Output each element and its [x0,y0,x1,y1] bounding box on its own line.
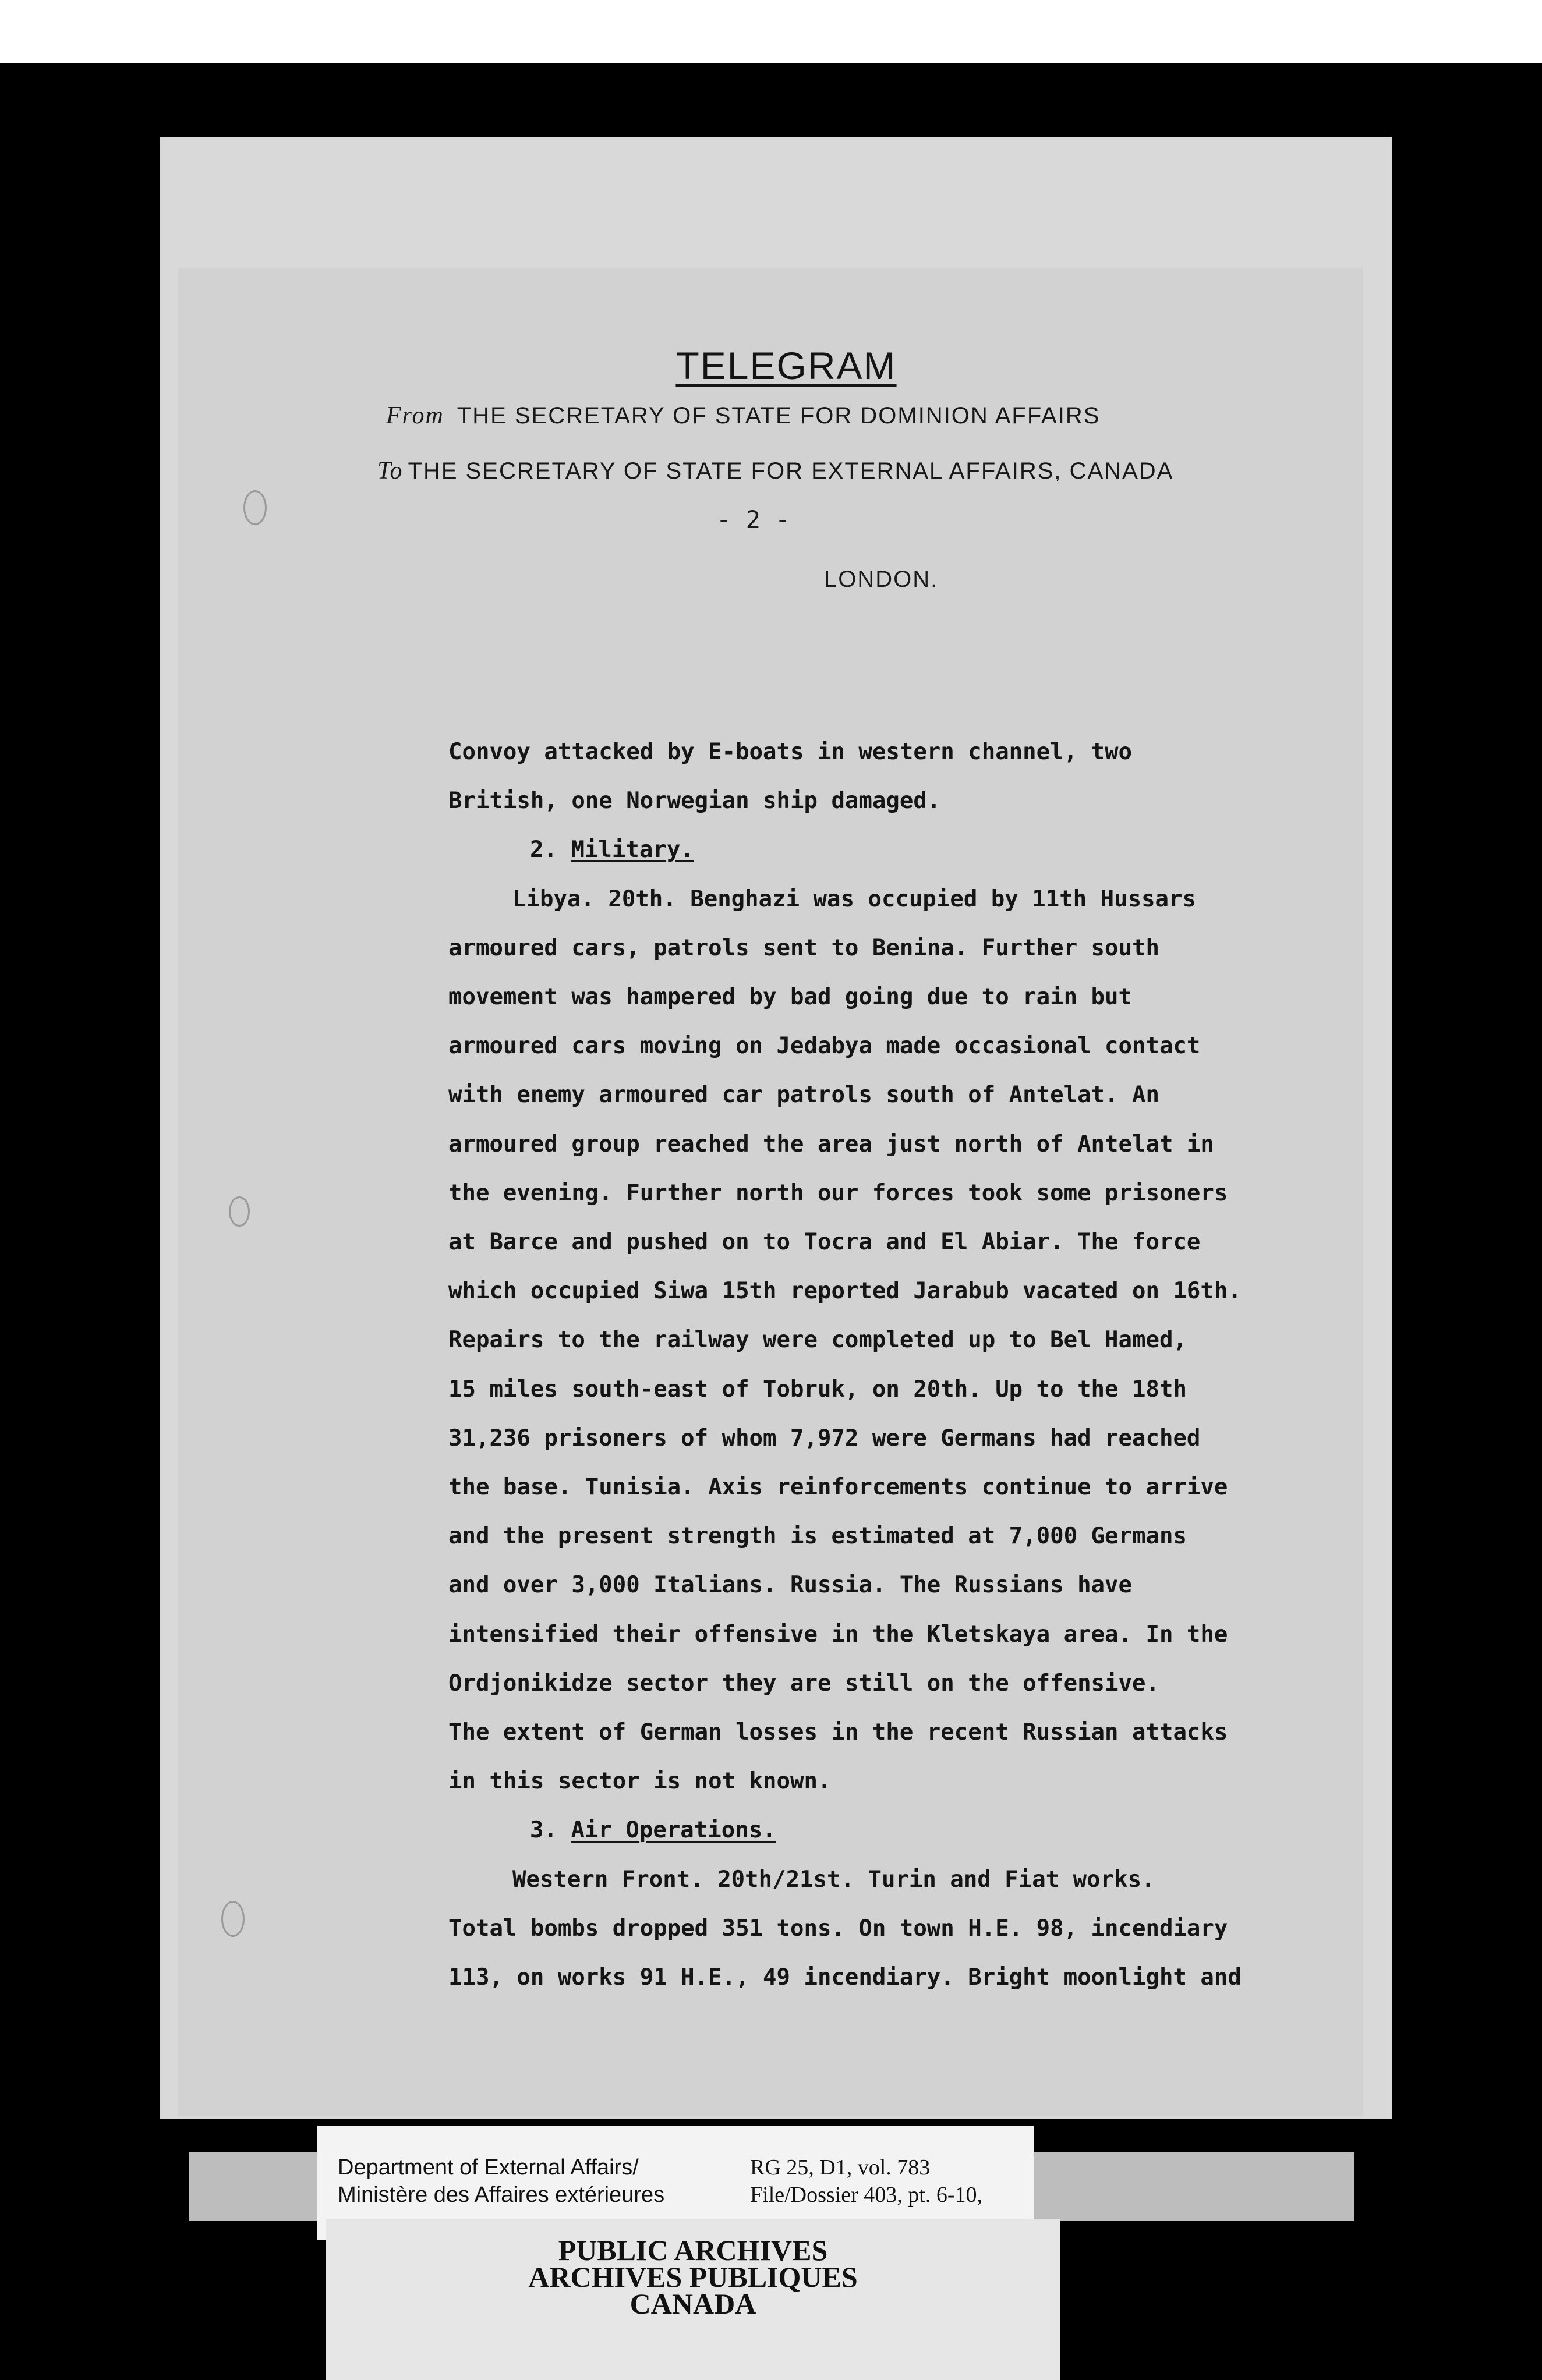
from-text: THE SECRETARY OF STATE FOR DOMINION AFFAIRS [457,403,1101,428]
body-line: in this sector is not known. [448,1768,832,1795]
punch-hole [221,1901,245,1937]
punch-hole [243,490,267,525]
stamp-line: PUBLIC ARCHIVES [558,2234,828,2266]
section-number: 3. [530,1817,557,1844]
body-line: the base. Tunisia. Axis reinforcements continue to arrive [448,1474,1228,1501]
military-section-heading [448,826,1304,874]
body-line: and the present strength is estimated at 7,000 Germans [448,1523,1187,1550]
archive-reference [750,2154,982,2209]
punch-hole [229,1196,250,1227]
body-line: The extent of German losses in the recent Russian attacks [448,1719,1228,1746]
file-reference: File/Dossier 403, pt. 6-10, [750,2183,982,2207]
body-line: 15 miles south-east of Tobruk, on 20th. Up to the 18th [448,1376,1187,1402]
from-line [386,402,1100,430]
telegram-title: TELEGRAM [675,344,897,387]
place-name: LONDON. [824,566,939,592]
body-line: Convoy attacked by E-boats in western channel, two [448,739,1132,765]
body-line: at Barce and pushed on to Tocra and El Abiar. The force [448,1229,1201,1256]
record-group: RG 25, D1, vol. 783 [750,2155,931,2180]
body-line: which occupied Siwa 15th reported Jarabub vacated on 16th. [448,1278,1242,1305]
body-line: intensified their offensive in the Kletskaya area. In the [448,1621,1228,1648]
section-number: 2. [530,837,557,863]
to-text: THE SECRETARY OF STATE FOR EXTERNAL AFFAIRS, CANADA [408,458,1174,484]
body-line: armoured group reached the area just north of Antelat in [448,1131,1214,1157]
body-line: movement was hampered by bad going due to rain but [448,984,1132,1011]
stamp-line: ARCHIVES PUBLIQUES [528,2261,858,2293]
body-line: Ordjonikidze sector they are still on the offensive. [448,1670,1159,1697]
air-section-heading [448,1806,1304,1855]
telegram-body [448,728,1304,2002]
from-label: From [386,402,444,429]
department-english: Department of External Affairs/ [338,2155,639,2180]
body-line: Total bombs dropped 351 tons. On town H.E. 98, incendiary [448,1915,1228,1942]
body-line: Western Front. 20th/21st. Turin and Fiat works. [512,1866,1155,1893]
body-line: armoured cars moving on Jedabya made occasional contact [448,1033,1201,1060]
body-line: the evening. Further north our forces took some prisoners [448,1180,1228,1206]
section-title: Air Operations. [571,1817,776,1844]
to-label: To [377,458,404,484]
body-line: Libya. 20th. Benghazi was occupied by 11th Hussars [512,886,1196,912]
archives-stamp [326,2234,1060,2320]
body-line: Repairs to the railway were completed up to Bel Hamed, [448,1327,1187,1354]
body-line: 31,236 prisoners of whom 7,972 were Germans had reached [448,1425,1201,1451]
to-line [377,457,1173,485]
body-line: with enemy armoured car patrols south of Antelat. An [448,1082,1159,1108]
department-french: Ministère des Affaires extérieures [338,2183,665,2207]
film-top-margin [0,0,1542,63]
archive-department [338,2154,664,2209]
body-line: and over 3,000 Italians. Russia. The Russians have [448,1572,1132,1599]
stamp-line: CANADA [629,2287,756,2320]
section-title: Military. [571,837,694,863]
page-number: - 2 - [716,505,790,534]
body-line: 113, on works 91 H.E., 49 incendiary. Bright moonlight and [448,1964,1242,1991]
body-line: British, one Norwegian ship damaged. [448,788,941,814]
body-line: armoured cars, patrols sent to Benina. Further south [448,934,1159,961]
